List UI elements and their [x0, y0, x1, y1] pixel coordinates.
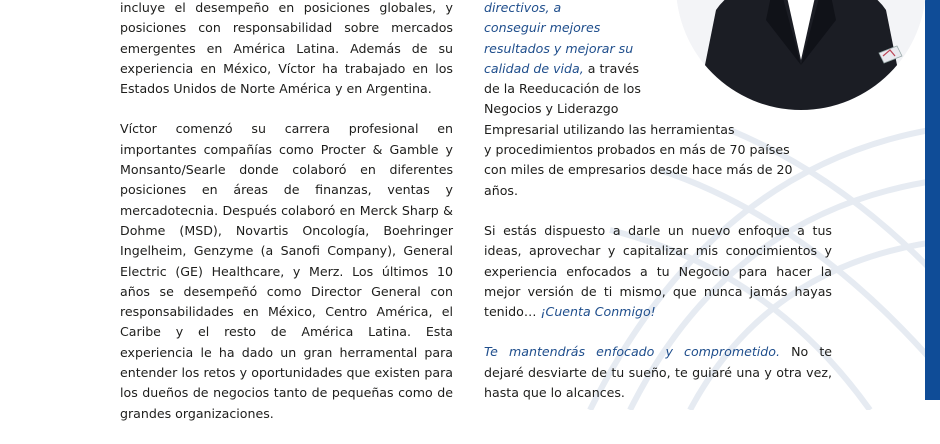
right-accent-band	[925, 0, 940, 400]
commitment-paragraph	[484, 342, 832, 403]
mission-highlight-2: conseguir mejores	[484, 20, 601, 36]
commitment-highlight: Te mantendrás enfocado y comprometido.	[484, 344, 780, 360]
left-text-column	[120, 0, 453, 444]
mission-line-10: años.	[484, 182, 518, 198]
mission-line-8: y procedimientos probados en más de 70 países	[484, 142, 790, 158]
mission-line-4	[484, 59, 832, 79]
mission-line-4-rest: a través	[583, 60, 640, 76]
mission-highlight-4: calidad de vida,	[484, 60, 584, 76]
cta-text: ¡Cuenta Conmigo!	[540, 304, 656, 320]
mission-line-5: de la Reeducación de los	[484, 81, 641, 97]
offer-text: Si estás dispuesto a darle un nuevo enfoque a tus ideas, aprovechar y capitalizar mis conocimientos y experiencia enfocados a tu Negocio para hacer la mejor versión de ti mismo, que nunca jamás hayas tenido…	[484, 222, 832, 320]
bio-paragraph-1: incluye el desempeño en posiciones globales, y posiciones con responsabilidad sobre mercados emergentes en América Latina. Además de su experiencia en México, Víctor ha trabajado en los Estados Unidos de Norte América y en Argentina.	[120, 0, 453, 97]
mission-line-9: con miles de empresarios desde hace más de 20	[484, 162, 793, 178]
offer-paragraph	[484, 221, 832, 322]
mission-highlight-3: resultados y mejorar su	[484, 40, 634, 56]
right-text-column	[484, 0, 832, 423]
bio-paragraph-2: Víctor comenzó su carrera profesional en importantes compañías como Procter & Gamble y Monsanto/Searle donde colaboró en diferentes posiciones en áreas de finanzas, ventas y mercadotecnia. Después colaboró en Merck Sharp & Dohme (MSD), Novartis Oncología, Boehringer Ingelheim, Genzyme (a Sanofi Company), General Electric (GE) Healthcare, y Merz. Los últimos 10 años se desempeñó como Director General con responsabilidades en México, Centro América, el Caribe y el resto de América Latina. Esta experiencia le ha dado un gran herramental para entender los retos y oportunidades que existen para los dueños de negocios tanto de pequeñas como de grandes organizaciones.	[120, 121, 453, 421]
mission-line-7: Empresarial utilizando las herramientas	[484, 121, 735, 137]
mission-paragraph	[484, 0, 832, 201]
mission-highlight-1: directivos, a	[484, 0, 562, 15]
commitment-text: No te dejaré desviarte de tu sueño, te guiaré una y otra vez, hasta que lo alcances.	[484, 344, 833, 401]
mission-line-6: Negocios y Liderazgo	[484, 101, 619, 117]
